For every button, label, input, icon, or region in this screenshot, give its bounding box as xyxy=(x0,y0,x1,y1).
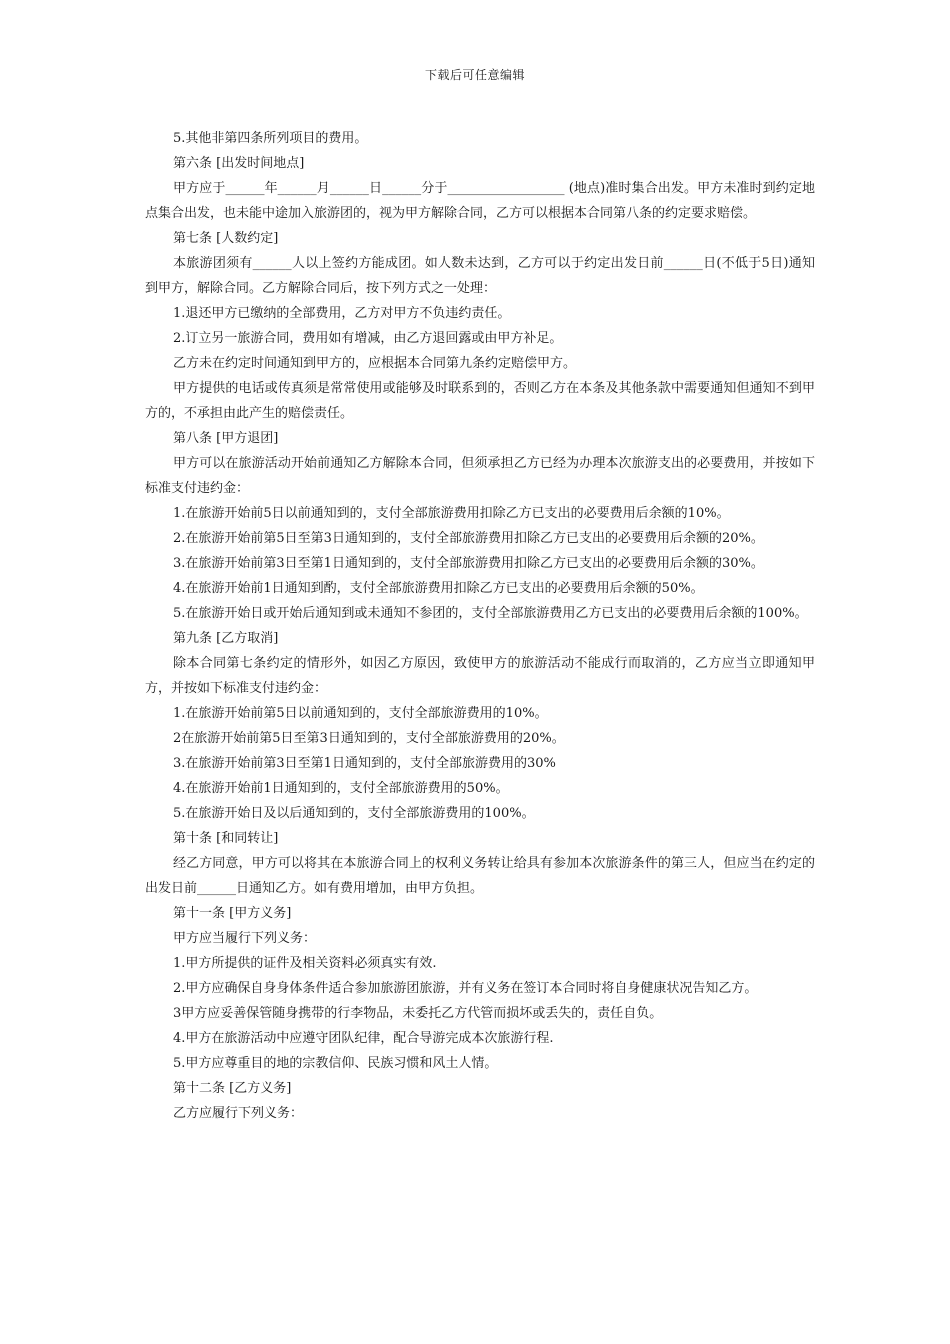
section-heading: 第六条 [出发时间地点] xyxy=(173,156,305,171)
list-item: 4.在旅游开始前1日通知到酌，支付全部旅游费用扣除乙方已支出的必要费用后余额的50%。 xyxy=(173,581,704,596)
list-item: 2.在旅游开始前第5日至第3日通知到的，支付全部旅游费用扣除乙方已支出的必要费用后余额的20%。 xyxy=(173,531,764,546)
section-heading: 第七条 [人数约定] xyxy=(173,231,279,246)
list-item: 1.在旅游开始前第5日以前通知到的，支付全部旅游费用的10%。 xyxy=(173,706,548,721)
page-header: 下载后可任意编辑 xyxy=(424,68,525,82)
section-heading: 第十二条 [乙方义务] xyxy=(173,1081,292,1096)
list-item: 1.在旅游开始前5日以前通知到的，支付全部旅游费用扣除乙方已支出的必要费用后余额的10%。 xyxy=(173,506,730,521)
list-item: 3.在旅游开始前第3日至第1日通知到的，支付全部旅游费用扣除乙方已支出的必要费用后余额的30%。 xyxy=(173,556,764,571)
section-heading: 第十条 [和同转让] xyxy=(173,831,279,846)
paragraph: 甲方应当履行下列义务： xyxy=(173,931,317,946)
document-body xyxy=(145,126,815,1126)
list-item: 1.甲方所提供的证件及相关资料必须真实有效. xyxy=(173,956,437,971)
paragraph: 甲方可以在旅游活动开始前通知乙方解除本合同，但须承担乙方已经为办理本次旅游支出的必要费用，并按如下标准支付违约金： xyxy=(145,456,815,496)
paragraph: 乙方应履行下列义务： xyxy=(173,1106,304,1121)
paragraph: 本旅游团须有______人以上签约方能成团。如人数未达到，乙方可以于约定出发日前______日(不低于5日)通知到甲方，解除合同。乙方解除合同后，按下列方式之一处理： xyxy=(145,256,815,296)
list-item: 5.甲方应尊重目的地的宗教信仰、民族习惯和风土人情。 xyxy=(173,1056,498,1071)
paragraph: 甲方应于______年______月______日______分于__________________ (地点)准时集合出发。甲方未准时到约定地点集合出发，也未能中途加入旅游团的，视为甲方解除合同，乙方可以根据本合同第八条的约定要求赔偿。 xyxy=(145,181,815,221)
list-item: 4.甲方在旅游活动中应遵守团队纪律，配合导游完成本次旅游行程. xyxy=(173,1031,554,1046)
paragraph: 除本合同第七条约定的情形外，如因乙方原因，致使甲方的旅游活动不能成行而取消的，乙方应当立即通知甲方，并按如下标准支付违约金： xyxy=(145,656,815,696)
list-item: 5.在旅游开始日及以后通知到的，支付全部旅游费用的100%。 xyxy=(173,806,535,821)
section-heading: 第九条 [乙方取消] xyxy=(173,631,279,646)
paragraph: 乙方未在约定时间通知到甲方的，应根据本合同第九条约定赔偿甲方。 xyxy=(173,356,577,371)
paragraph: 5.其他非第四条所列项目的费用。 xyxy=(173,131,368,146)
list-item: 1.退还甲方已缴纳的全部费用，乙方对甲方不负违约责任。 xyxy=(173,306,511,321)
paragraph: 经乙方同意，甲方可以将其在本旅游合同上的权利义务转让给具有参加本次旅游条件的第三人，但应当在约定的出发日前______日通知乙方。如有费用增加，由甲方负担。 xyxy=(145,856,815,896)
section-heading: 第十一条 [甲方义务] xyxy=(173,906,292,921)
list-item: 2.订立另一旅游合同，费用如有增减，由乙方退回露或由甲方补足。 xyxy=(173,331,563,346)
list-item: 4.在旅游开始前1日通知到的，支付全部旅游费用的50%。 xyxy=(173,781,509,796)
section-heading: 第八条 [甲方退团] xyxy=(173,431,279,446)
paragraph: 甲方提供的电话或传真须是常常使用或能够及时联系到的，否则乙方在本条及其他条款中需要通知但通知不到甲方的，不承担由此产生的赔偿责任。 xyxy=(145,381,815,421)
list-item: 3.在旅游开始前第3日至第1日通知到的，支付全部旅游费用的30% xyxy=(173,756,556,771)
list-item: 2在旅游开始前第5日至第3日通知到的，支付全部旅游费用的20%。 xyxy=(173,731,565,746)
list-item: 5.在旅游开始日或开始后通知到或未通知不参团的，支付全部旅游费用乙方已支出的必要费用后余额的100%。 xyxy=(173,606,808,621)
list-item: 2.甲方应确保自身身体条件适合参加旅游团旅游，并有义务在签订本合同时将自身健康状况告知乙方。 xyxy=(173,981,758,996)
list-item: 3甲方应妥善保管随身携带的行李物品，未委托乙方代管而损坏或丢失的，责任自负。 xyxy=(173,1006,663,1021)
